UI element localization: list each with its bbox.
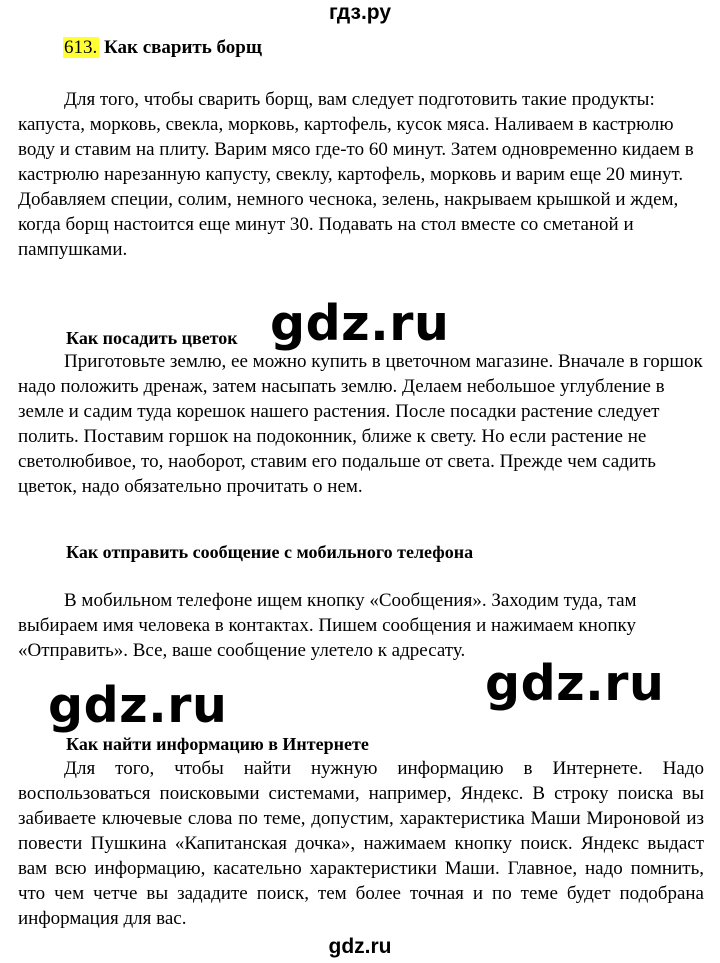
watermark-logo: gdz.ru bbox=[485, 655, 665, 712]
section-title-internet: Как найти информацию в Интернете bbox=[66, 734, 369, 754]
section-title-flower: Как посадить цветок bbox=[66, 328, 238, 348]
section-title-sms: Как отправить сообщение с мобильного телефона bbox=[66, 542, 474, 562]
watermark-logo: gdz.ru bbox=[270, 295, 450, 352]
borsch-paragraph: Для того, чтобы сварить борщ, вам следует подготовить такие продукты: капуста, морковь, свекла, морковь, картофель, кусок мяса. Наливаем в кастрюлю воду и ставим на плиту. Варим мясо где-то 60 минут. Затем одновременно кидаем в кастрюлю нарезанную капусту, свеклу, картофель, морковь и варим еще 20 минут. Добавляем специи, солим, немного чеснока, зелень, накрываем крышкой и ждем, когда борщ настоится еще минут 30. Подавать на стол вместе со сметаной и пампушками. bbox=[18, 89, 694, 260]
task-number: 613. bbox=[64, 37, 98, 58]
watermark-logo: gdz.ru bbox=[48, 677, 228, 734]
sms-paragraph: В мобильном телефоне ищем кнопку «Сообщения». Заходим туда, там выбираем имя человека в контактах. Пишем сообщения и нажимаем кнопку «Отправить». Все, ваше сообщение улетело к адресату. bbox=[18, 590, 637, 661]
task-heading bbox=[63, 35, 262, 61]
flower-paragraph: Приготовьте землю, ее можно купить в цветочном магазине. Вначале в горшок надо положить дренаж, затем насыпать землю. Делаем небольшое углубление в земле и садим туда корешок нашего растения. После посадки растение следует полить. Поставим горшок на подоконник, ближе к свету. Но если растение не светолюбивое, то, наоборот, ставим его подальше от света. Прежде чем садить цветок, надо обязательно прочитать о нем. bbox=[18, 351, 703, 497]
internet-paragraph: Для того, чтобы найти нужную информацию в Интернете. Надо воспользоваться поисковыми системами, например, Яндекс. В строку поиска вы забиваете ключевые слова по теме, допустим, характеристика Маши Мироновой из повести Пушкина «Капитанская дочка», нажимаем кнопку поиск. Яндекс выдаст вам всю информацию, касательно характеристики Маши. Главное, надо помнить, что чем четче вы зададите поиск, тем более точная и по теме будет подобрана информация для вас. bbox=[18, 758, 704, 929]
site-header: гдз.ру bbox=[328, 1, 392, 24]
task-title: Как сварить борщ bbox=[104, 37, 262, 58]
site-footer: gdz.ru bbox=[328, 935, 392, 958]
